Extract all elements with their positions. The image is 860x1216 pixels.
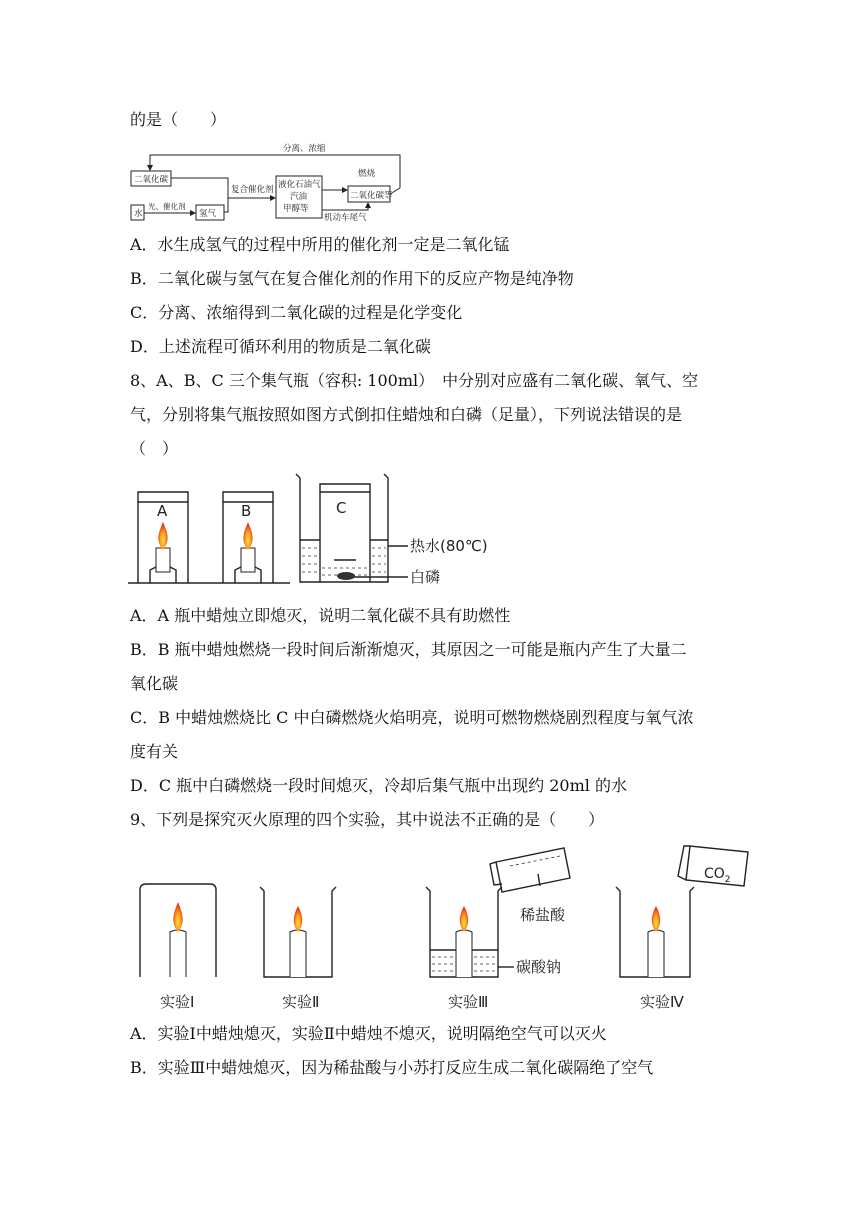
- exp2-label: 实验Ⅱ: [282, 993, 320, 1011]
- exp3-label: 实验Ⅲ: [448, 993, 489, 1011]
- white-p-label: 白磷: [410, 568, 441, 586]
- hot-water-label: 热水(80℃): [410, 537, 488, 555]
- co2-label: 二氧化碳: [134, 175, 169, 185]
- label-b: B: [241, 502, 252, 520]
- q8-option-b-line2: 氧化碳: [130, 674, 179, 693]
- exp4-label: 实验Ⅳ: [640, 993, 684, 1011]
- flame-exp3: [460, 906, 468, 932]
- q8-option-d: D．C 瓶中白磷燃烧一段时间熄灭，冷却后集气瓶中出现约 20ml 的水: [130, 776, 627, 795]
- fuel-line1: 液化石油气: [278, 180, 321, 190]
- fuel-line2: 汽油: [290, 192, 308, 202]
- q7-option-c: C．分离、浓缩得到二氧化碳的过程是化学变化: [130, 303, 463, 322]
- flame-exp1: [173, 902, 182, 932]
- q7-stem-tail: 的是（ ）: [130, 110, 227, 129]
- q8-figure: [128, 470, 488, 590]
- acid-bottle: [496, 848, 570, 892]
- q8-option-c-line1: C．B 中蜡烛燃烧比 C 中白磷燃烧火焰明亮，说明可燃物燃烧剧烈程度与氧气浓: [130, 708, 694, 727]
- flame-b: [243, 522, 252, 550]
- q8-stem-line3: （ ）: [130, 439, 179, 458]
- light-cat-label: 光、催化剂: [148, 202, 186, 211]
- water-label: 水: [134, 209, 143, 219]
- h2-label: 氢气: [199, 209, 217, 219]
- q9-option-a: A．实验Ⅰ中蜡烛熄灭，实验Ⅱ中蜡烛不熄灭，说明隔绝空气可以灭火: [130, 1024, 607, 1043]
- flame-a: [158, 522, 167, 550]
- label-c: C: [336, 499, 347, 517]
- fuel-line3: 甲醇等: [283, 204, 309, 214]
- exhaust-label: 机动车尾气: [324, 213, 367, 223]
- candle-b: [241, 548, 255, 572]
- burn-label: 燃烧: [358, 169, 376, 179]
- q8-stem-line1: 8、A、B、C 三个集气瓶（容积: 100ml） 中分别对应盛有二氧化碳、氧气、空: [130, 371, 699, 390]
- q8-stem-line2: 气，分别将集气瓶按照如图方式倒扣住蜡烛和白磷（足量），下列说法错误的是: [130, 405, 683, 424]
- candle-exp3: [456, 930, 472, 977]
- q7-option-a: A．水生成氢气的过程中所用的催化剂一定是二氧化锰: [130, 235, 510, 254]
- flame-exp2: [294, 906, 302, 932]
- label-a: A: [157, 502, 168, 520]
- q7-option-b: B．二氧化碳与氢气在复合催化剂的作用下的反应产物是纯净物: [130, 269, 574, 288]
- flame-exp4: [652, 906, 660, 932]
- q8-option-c-line2: 度有关: [130, 742, 179, 761]
- beaker-c: [296, 474, 388, 582]
- white-phosphorus: [337, 572, 355, 580]
- q8-option-a: A．A 瓶中蜡烛立即熄灭，说明二氧化碳不具有助燃性: [130, 606, 511, 625]
- exp1-label: 实验Ⅰ: [160, 993, 195, 1011]
- q7-flow-diagram: [128, 140, 404, 224]
- composite-cat-label: 复合催化剂: [231, 185, 274, 195]
- q7-option-d: D．上述流程可循环利用的物质是二氧化碳: [130, 337, 431, 356]
- q9-option-b: B．实验Ⅲ中蜡烛熄灭，因为稀盐酸与小苏打反应生成二氧化碳隔绝了空气: [130, 1058, 654, 1077]
- candle-exp1: [170, 930, 186, 977]
- q9-figure: [130, 840, 770, 1020]
- q8-option-b-line1: B．B 瓶中蜡烛燃烧一段时间后渐渐熄灭，其原因之一可能是瓶内产生了大量二: [130, 640, 687, 659]
- candle-a: [156, 548, 170, 572]
- co2-label: $CO_2$: [704, 866, 731, 885]
- acid-label: 稀盐酸: [520, 906, 566, 924]
- q9-stem: 9、下列是探究灭火原理的四个实验，其中说法不正确的是（ ）: [130, 810, 605, 829]
- candle-exp4: [648, 930, 664, 977]
- carbonate-label: 碳酸钠: [516, 958, 562, 976]
- candle-exp2: [290, 930, 306, 977]
- product-label: 二氧化碳等: [350, 191, 393, 201]
- top-label: 分离、浓缩: [283, 144, 326, 154]
